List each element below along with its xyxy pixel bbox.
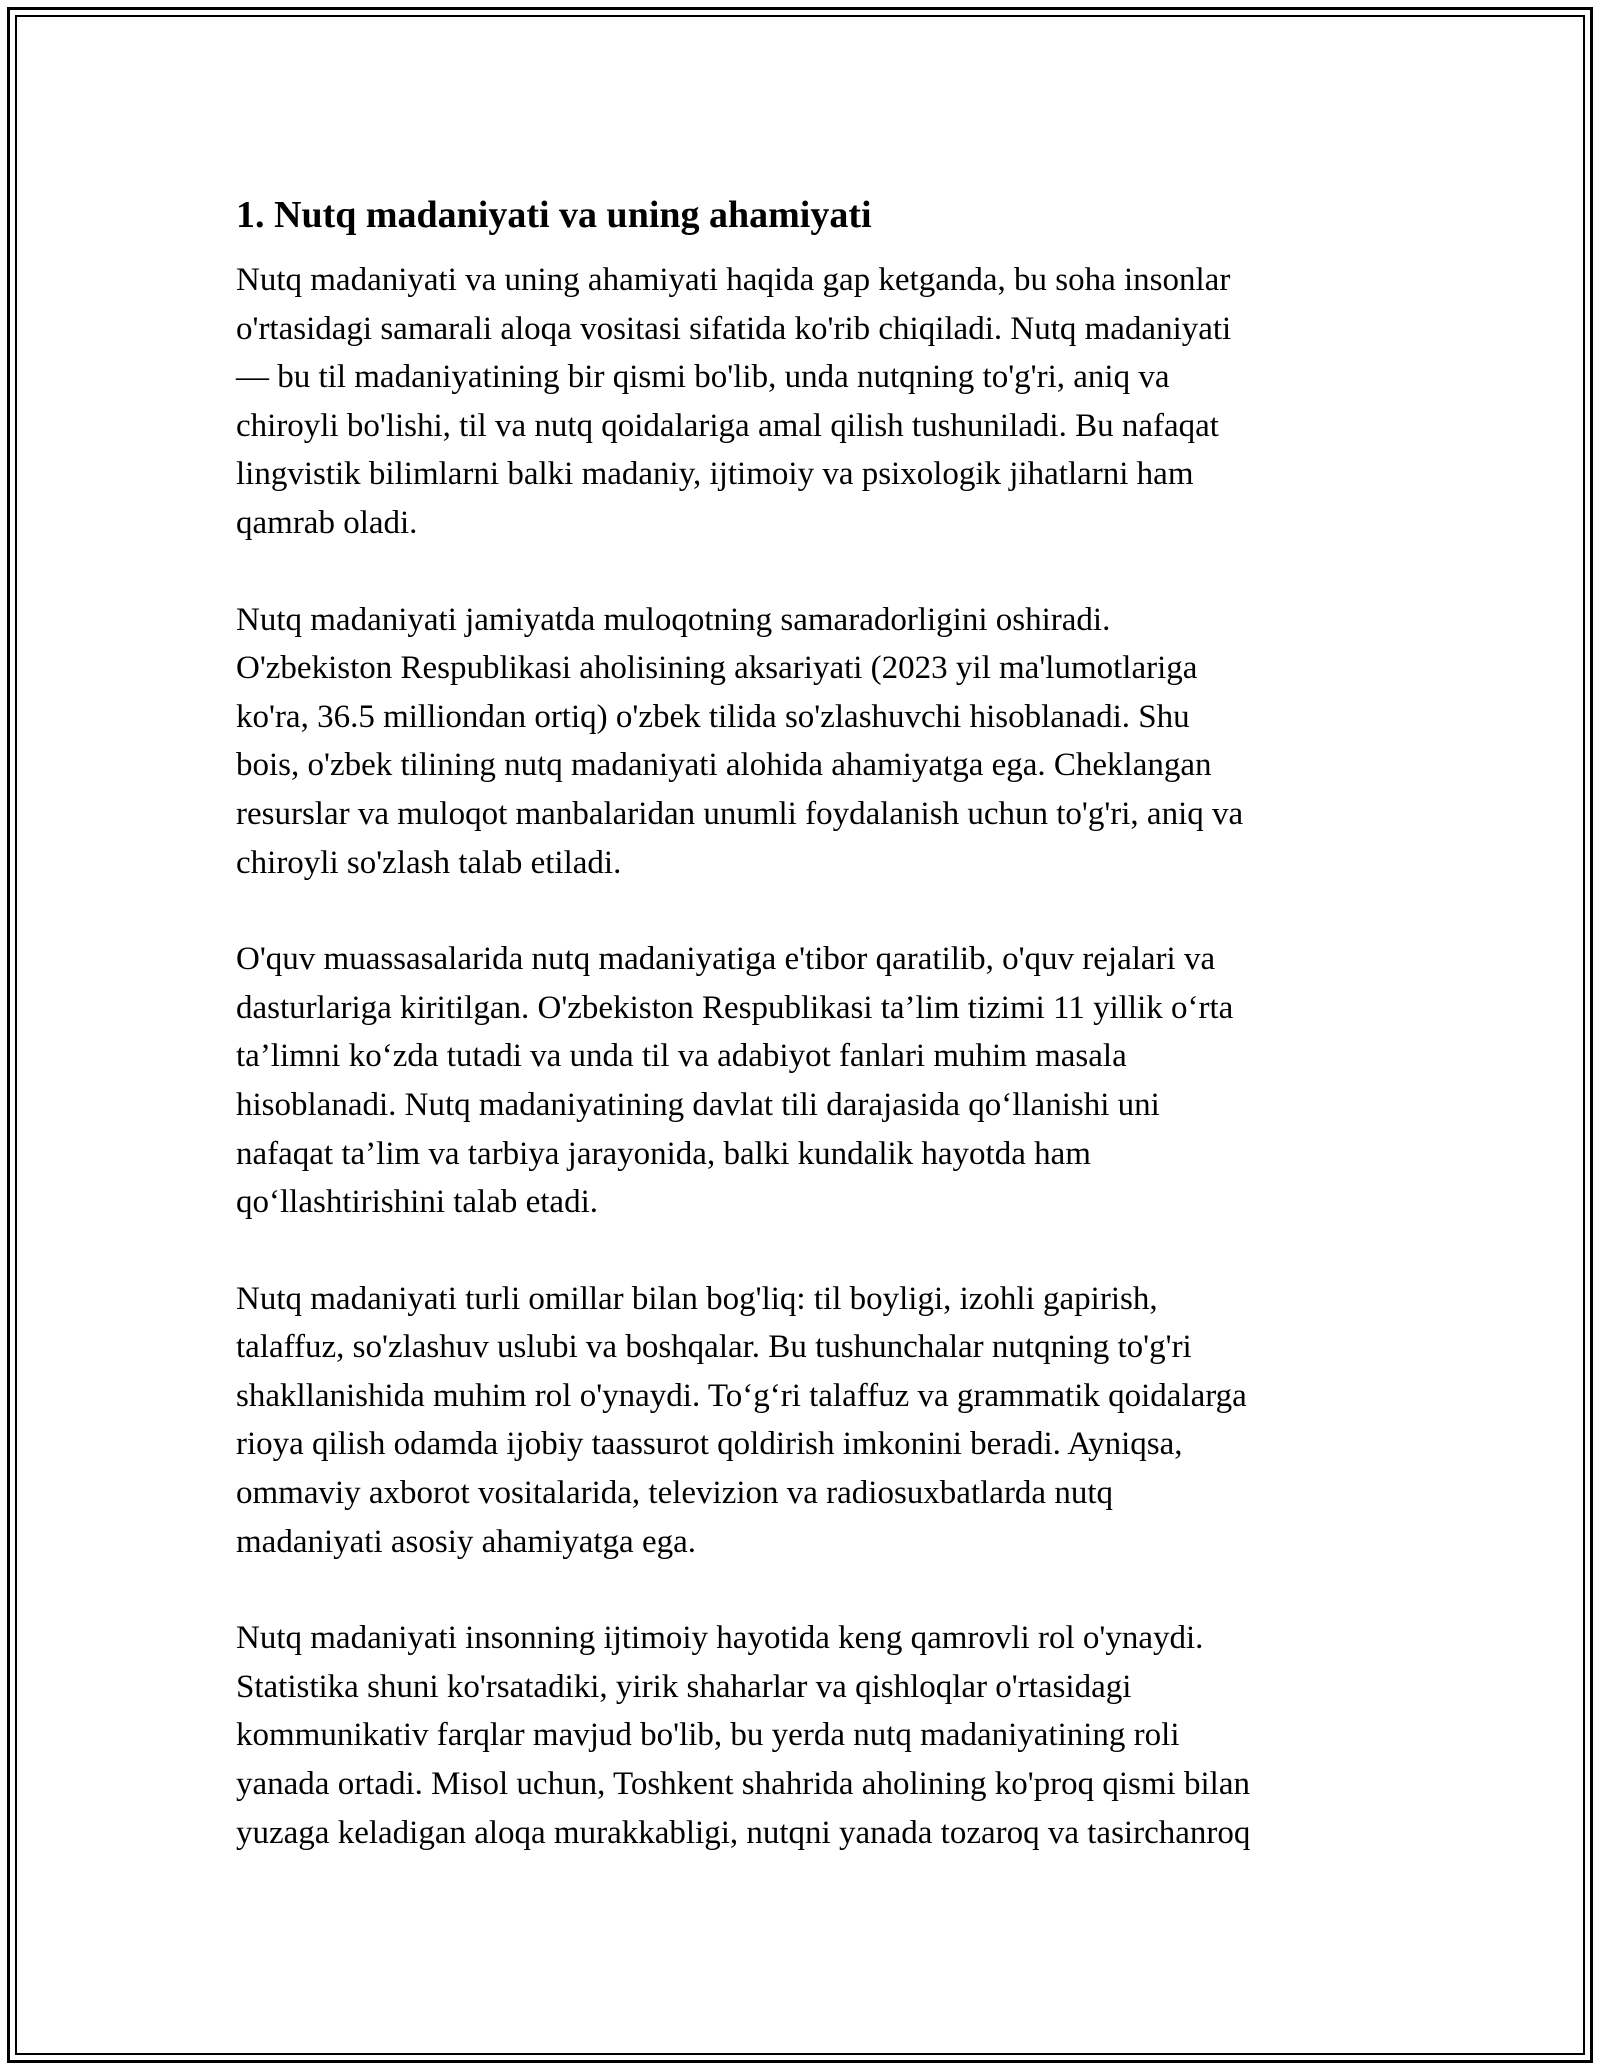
paragraph-line: Nutq madaniyati turli omillar bilan bog'liq: til boyligi, izohli gapirish,: [236, 1280, 1158, 1317]
paragraph-3: [236, 935, 1376, 1227]
paragraph-line: nafaqat ta’lim va tarbiya jarayonida, balki kundalik hayotda ham: [236, 1135, 1091, 1172]
paragraph-line: Nutq madaniyati insonning ijtimoiy hayotida keng qamrovli rol o'ynaydi.: [236, 1620, 1204, 1657]
paragraph-line: hisoblanadi. Nutq madaniyatining davlat tili darajasida qo‘llanishi uni: [236, 1086, 1160, 1123]
section-heading: 1. Nutq madaniyati va uning ahamiyati: [236, 194, 872, 236]
paragraph-line: O'quv muassasalarida nutq madaniyatiga e'tibor qaratilib, o'quv rejalari va: [236, 941, 1216, 978]
paragraph-line: talaffuz, so'zlashuv uslubi va boshqalar. Bu tushunchalar nutqning to'g'ri: [236, 1329, 1192, 1366]
paragraph-line: Nutq madaniyati jamiyatda muloqotning samaradorligini oshiradi.: [236, 601, 1111, 638]
paragraph-line: o'rtasidagi samarali aloqa vositasi sifatida ko'rib chiqiladi. Nutq madaniyati: [236, 310, 1232, 347]
paragraph-line: qo‘llashtirishini talab etadi.: [236, 1184, 599, 1221]
paragraph-line: rioya qilish odamda ijobiy taassurot qoldirish imkonini beradi. Ayniqsa,: [236, 1426, 1183, 1463]
paragraph-line: dasturlariga kiritilgan. O'zbekiston Respublikasi ta’lim tizimi 11 yillik o‘rta: [236, 989, 1234, 1026]
paragraph-5: [236, 1614, 1376, 1857]
paragraph-line: ommaviy axborot vositalarida, televizion va radiosuxbatlarda nutq: [236, 1475, 1113, 1512]
paragraph-4: [236, 1275, 1376, 1567]
paragraph-1: [236, 256, 1376, 548]
document-page: [236, 190, 1376, 1905]
paragraph-line: chiroyli bo'lishi, til va nutq qoidalariga amal qilish tushuniladi. Bu nafaqat: [236, 407, 1219, 444]
paragraph-line: yanada ortadi. Misol uchun, Toshkent shahrida aholining ko'proq qismi bilan: [236, 1766, 1250, 1803]
paragraph-line: chiroyli so'zlash talab etiladi.: [236, 844, 622, 881]
paragraph-line: shakllanishida muhim rol o'ynaydi. To‘g‘ri talaffuz va grammatik qoidalarga: [236, 1377, 1247, 1414]
paragraph-line: Nutq madaniyati va uning ahamiyati haqida gap ketganda, bu soha insonlar: [236, 262, 1231, 298]
paragraph-line: Statistika shuni ko'rsatadiki, yirik shaharlar va qishloqlar o'rtasidagi: [236, 1668, 1132, 1705]
paragraph-line: lingvistik bilimlarni balki madaniy, ijtimoiy va psixologik jihatlarni ham: [236, 456, 1194, 493]
paragraph-line: ko'ra, 36.5 milliondan ortiq) o'zbek tilida so'zlashuvchi hisoblanadi. Shu: [236, 698, 1190, 735]
paragraph-2: [236, 596, 1376, 888]
paragraph-line: kommunikativ farqlar mavjud bo'lib, bu yerda nutq madaniyatining roli: [236, 1717, 1180, 1754]
paragraph-line: yuzaga keladigan aloqa murakkabligi, nutqni yanada tozaroq va tasirchanroq: [236, 1814, 1251, 1851]
paragraph-line: bois, o'zbek tilining nutq madaniyati alohida ahamiyatga ega. Cheklangan: [236, 747, 1212, 784]
paragraph-line: O'zbekiston Respublikasi aholisining aksariyati (2023 yil ma'lumotlariga: [236, 650, 1198, 687]
paragraph-line: ta’limni ko‘zda tutadi va unda til va adabiyot fanlari muhim masala: [236, 1038, 1127, 1075]
paragraph-line: madaniyati asosiy ahamiyatga ega.: [236, 1523, 697, 1560]
paragraph-line: — bu til madaniyatining bir qismi bo'lib, unda nutqning to'g'ri, aniq va: [236, 359, 1170, 396]
paragraph-line: resurslar va muloqot manbalaridan unumli foydalanish uchun to'g'ri, aniq va: [236, 795, 1244, 832]
paragraph-line: qamrab oladi.: [236, 504, 418, 541]
